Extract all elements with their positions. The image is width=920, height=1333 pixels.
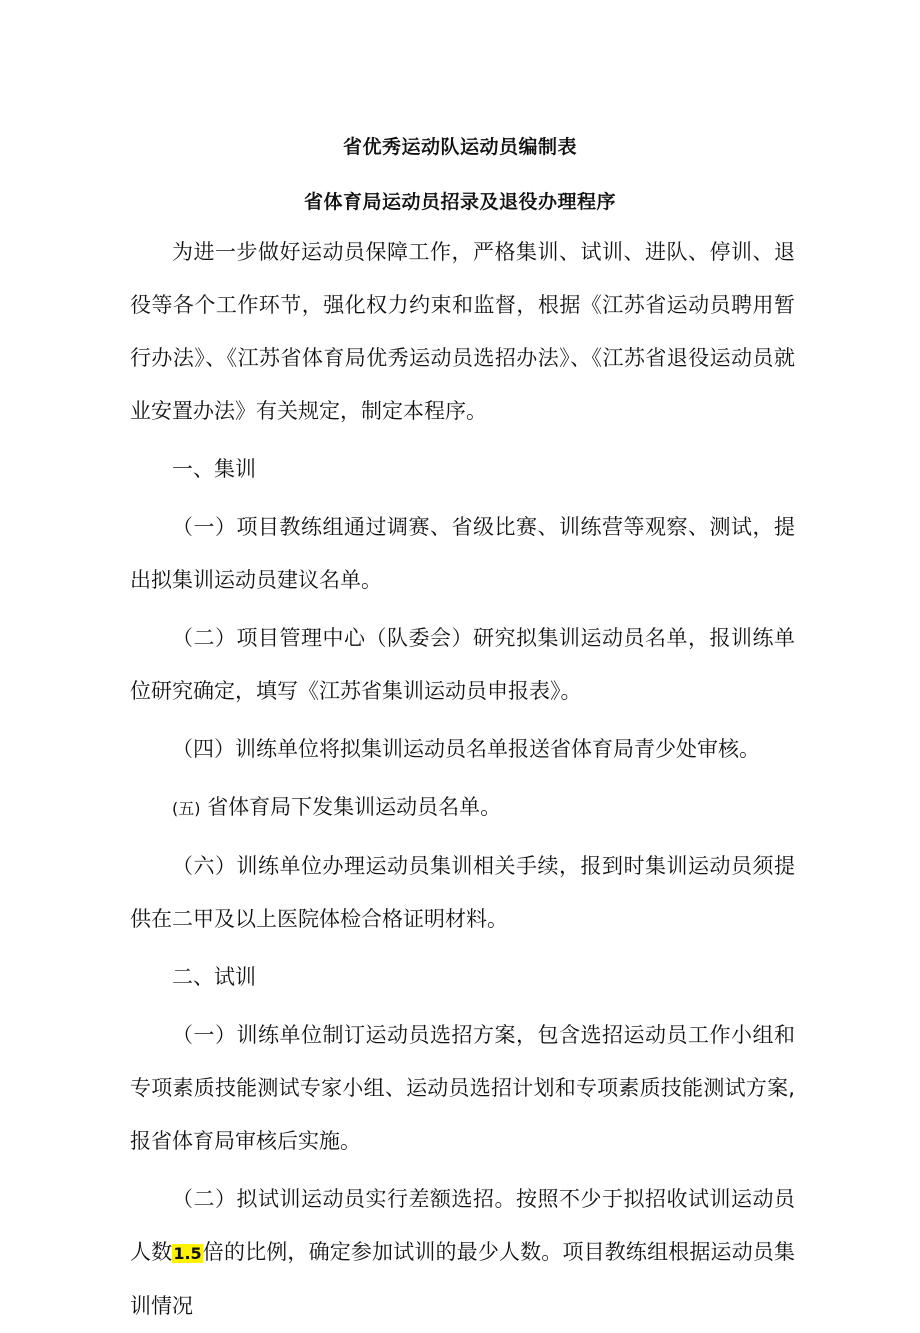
item-5-label: (五): [172, 799, 201, 818]
paragraph-item-4: （四）训练单位将拟集训运动员名单报送省体育局青少处审核。: [172, 737, 760, 761]
document-body: [130, 226, 795, 1333]
paragraph-item-2: （二）项目管理中心（队委会）研究拟集训运动员名单，报训练单位研究确定，填写《江苏省集训运动员申报表》。: [130, 626, 795, 703]
intro-paragraph: 为进一步做好运动员保障工作，严格集训、试训、进队、停训、退役等各个工作环节，强化权力约束和监督，根据《江苏省运动员聘用暂行办法》、《江苏省体育局优秀运动员选招办法》、《江苏省退役运动员就业安置办法》有关规定，制定本程序。: [130, 240, 795, 423]
section-heading-training: 一、集训: [172, 457, 256, 481]
paragraph-trial-item-2: [130, 1173, 795, 1333]
document-subtitle: 省体育局运动员招录及退役办理程序: [303, 191, 616, 213]
trial-item-2-text-b: 倍的比例，确定参加试训的最少人数。项目教练组根据运动员集训情况: [130, 1240, 795, 1318]
paragraph-item-6: （六）训练单位办理运动员集训相关手续，报到时集训运动员须提供在二甲及以上医院体检合格证明材料。: [130, 854, 795, 931]
document-title: 省优秀运动队运动员编制表: [342, 136, 577, 158]
item-5-text: 省体育局下发集训运动员名单。: [207, 795, 502, 819]
paragraph-item-5: [130, 781, 795, 835]
section-heading-trial: 二、试训: [172, 965, 256, 989]
paragraph-item-1: （一）项目教练组通过调赛、省级比赛、训练营等观察、测试，提出拟集训运动员建议名单。: [130, 515, 795, 592]
highlighted-number: 1.5: [173, 1244, 202, 1263]
paragraph-trial-item-1: （一）训练单位制订运动员选招方案，包含选招运动员工作小组和专项素质技能测试专家小组、运动员选招计划和专项素质技能测试方案,报省体育局审核后实施。: [130, 1023, 795, 1153]
trial-item-2-text-a: （二）拟试训运动员实行差额选招。按照不少于拟招收试训运动员人数: [130, 1187, 795, 1264]
